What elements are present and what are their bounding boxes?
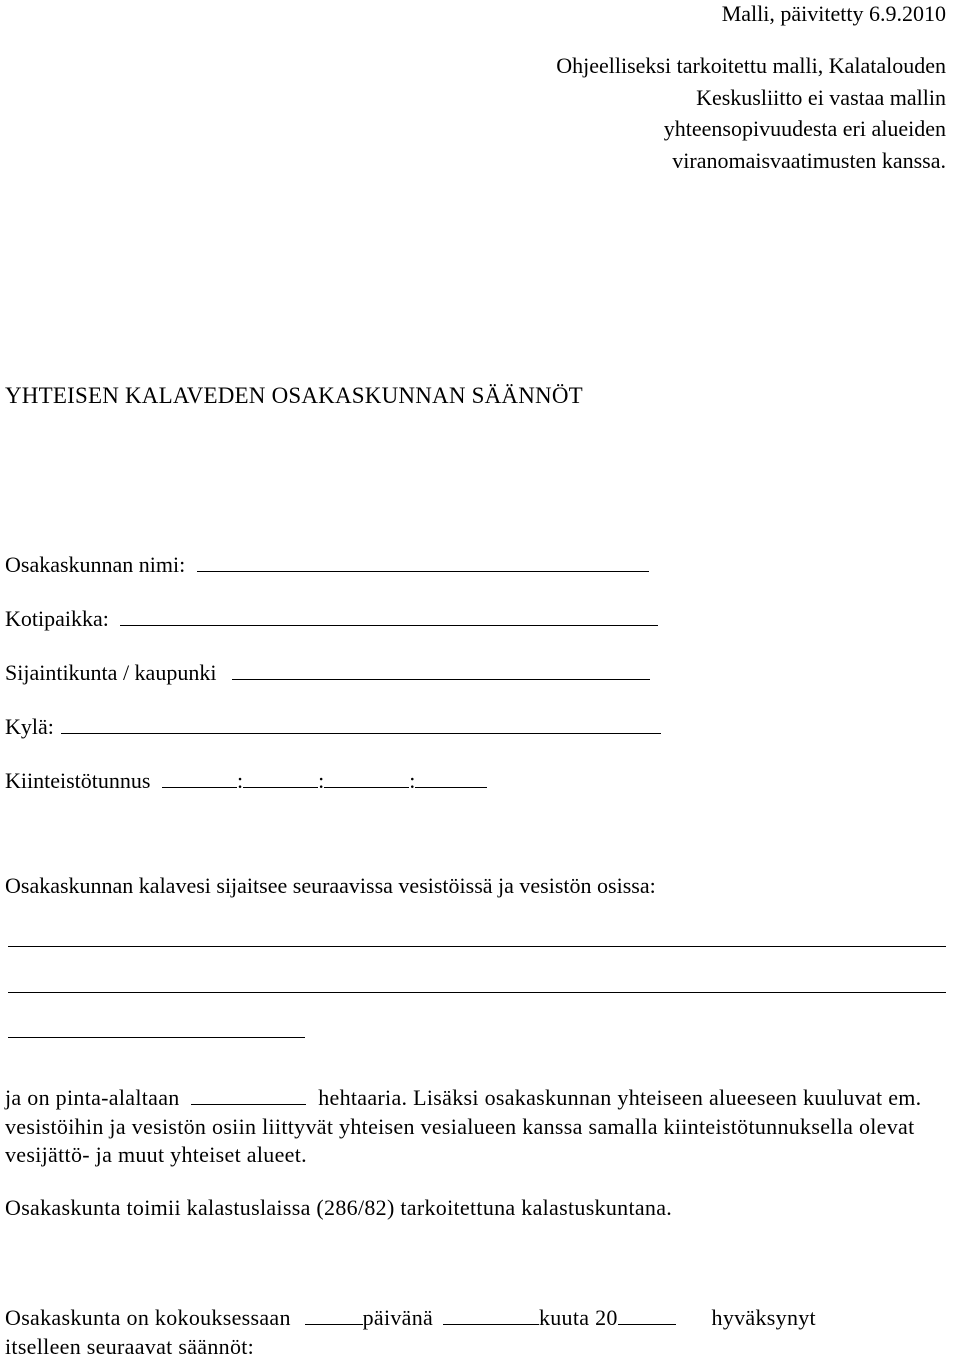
meeting-month-line[interactable]	[443, 1302, 539, 1325]
location-blank-line-1[interactable]	[8, 946, 946, 947]
meeting-end: itselleen seuraavat säännöt:	[5, 1333, 255, 1359]
meeting-prefix: Osakaskunta on kokouksessaan	[5, 1305, 291, 1330]
area-suffix: hehtaaria. Lisäksi osakaskunnan yhteiseen alueeseen	[318, 1085, 798, 1110]
meeting-year-line[interactable]	[618, 1302, 676, 1325]
property-id-sep-2: :	[318, 768, 325, 793]
location-blank-line-3[interactable]	[8, 1037, 305, 1038]
fisheries-act-text: Osakaskunta toimii kalastuslaissa (286/82) tarkoitettuna kalastuskuntana.	[5, 1195, 673, 1220]
municipality-field-label: Sijaintikunta / kaupunki	[5, 660, 217, 685]
property-id-part2-line[interactable]	[243, 765, 318, 788]
location-intro: Osakaskunnan kalavesi sijaitsee seuraavissa vesistöissä ja vesistön osissa:	[5, 873, 656, 898]
municipality-field-row	[5, 657, 650, 687]
village-field-line[interactable]	[61, 711, 661, 734]
version-date: Malli, päivitetty 6.9.2010	[721, 1, 946, 26]
name-field-label: Osakaskunnan nimi:	[5, 552, 186, 577]
document-title: YHTEISEN KALAVEDEN OSAKASKUNNAN SÄÄNNÖT	[5, 383, 583, 408]
location-blank-line-2[interactable]	[8, 992, 946, 993]
area-continuation: kuuluvat em. vesistöihin ja vesistön osiin liittyvät yhteisen vesialueen kanssa samalla kiinteistötunnuksella olevat vesijättö- ja muut yhteiset alueet.	[5, 1085, 922, 1167]
property-id-row	[5, 765, 487, 795]
property-id-part4-line[interactable]	[415, 765, 487, 788]
domicile-field-line[interactable]	[120, 603, 658, 626]
name-field-row	[5, 549, 649, 579]
property-id-sep-3: :	[409, 768, 416, 793]
meeting-day-label: päivänä	[362, 1305, 434, 1330]
meeting-approved-label: hyväksynyt	[711, 1305, 816, 1330]
meeting-day-line[interactable]	[305, 1302, 363, 1325]
municipality-field-line[interactable]	[232, 657, 650, 680]
property-id-part3-line[interactable]	[324, 765, 409, 788]
area-hectares-line[interactable]	[191, 1082, 306, 1105]
meeting-month-label: kuuta 20	[538, 1305, 618, 1330]
disclaimer-text: Ohjeelliseksi tarkoitettu malli, Kalatalouden Keskusliitto ei vastaa mallin yhteensopivuudesta eri alueiden viranomaisvaatimusten kanssa.	[556, 53, 946, 173]
property-id-label: Kiinteistötunnus	[5, 768, 151, 793]
name-field-line[interactable]	[197, 549, 649, 572]
meeting-paragraph	[5, 1302, 955, 1361]
area-prefix: ja on pinta-alaltaan	[5, 1085, 180, 1110]
village-field-label: Kylä:	[5, 714, 54, 739]
property-id-sep-1: :	[236, 768, 244, 793]
village-field-row	[5, 711, 661, 741]
domicile-field-row	[5, 603, 658, 633]
property-id-part1-line[interactable]	[162, 765, 237, 788]
area-paragraph	[5, 1082, 955, 1170]
domicile-field-label: Kotipaikka:	[5, 606, 109, 631]
